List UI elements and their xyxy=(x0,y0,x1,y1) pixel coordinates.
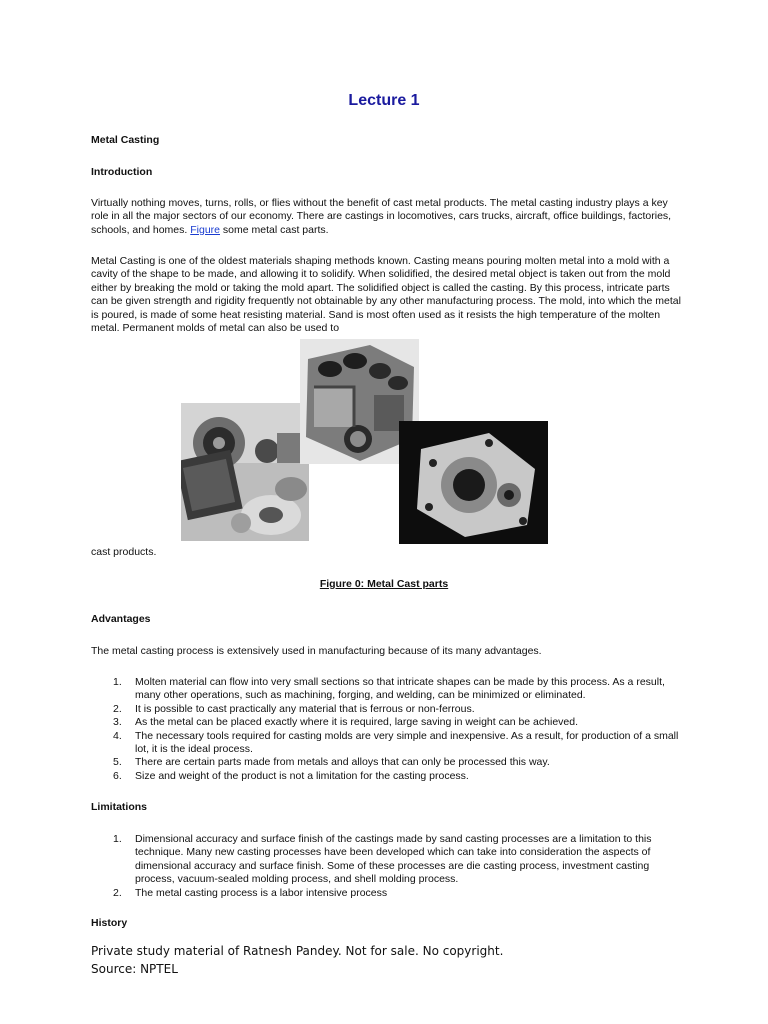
section-heading-history: History xyxy=(91,917,128,929)
section-heading-limitations: Limitations xyxy=(91,801,148,813)
list-item-text: The necessary tools required for casting molds are very simple and inexpensive. As a result, for production of a small lot, it is the ideal process. xyxy=(135,729,679,756)
list-item-number: 2. xyxy=(113,702,122,715)
list-item-number: 2. xyxy=(113,886,122,899)
transmission-housing-photo xyxy=(399,421,548,544)
list-item-text: Molten material can flow into very small sections so that intricate shapes can be made by this process. As a result, many other operations, such as machining, forging, and welding, can be minimized or eliminated. xyxy=(135,676,665,702)
list-item xyxy=(91,833,691,887)
section-heading-introduction: Introduction xyxy=(91,166,153,178)
advantages-list xyxy=(91,676,691,783)
list-item-text: It is possible to cast practically any material that is ferrous or non-ferrous. xyxy=(135,702,475,715)
list-item xyxy=(91,756,691,769)
list-item xyxy=(91,716,691,729)
intro-text-end: some metal cast parts. xyxy=(220,223,329,236)
figure-caption: Figure 0: Metal Cast parts xyxy=(319,578,449,590)
list-item xyxy=(91,770,691,783)
list-item-text: Size and weight of the product is not a limitation for the casting process. xyxy=(135,769,469,782)
list-item-text: There are certain parts made from metals and alloys that can only be processed this way. xyxy=(135,756,550,769)
list-item-text: Dimensional accuracy and surface finish of the castings made by sand casting processes are a limitation to this technique. Many new casting processes have been developed which can take into consideration the aspects of dimensional accuracy and surface finish. Some of these processes are die casting process, investment casting process, vacuum-sealed molding process, and shell molding process. xyxy=(135,833,652,886)
list-item-text: As the metal can be placed exactly where it is required, large saving in weight can be achieved. xyxy=(135,716,578,729)
section-heading-advantages: Advantages xyxy=(91,613,151,625)
list-item-number: 6. xyxy=(113,769,122,782)
advantages-intro: The metal casting process is extensively used in manufacturing because of its many advantages. xyxy=(91,645,542,657)
list-item-number: 4. xyxy=(113,729,122,742)
casting-paragraph-end: cast products. xyxy=(91,546,157,558)
list-item-number: 5. xyxy=(113,756,122,769)
section-heading-metal-casting: Metal Casting xyxy=(91,134,160,146)
list-item-number: 3. xyxy=(113,716,122,729)
footer-copyright: Private study material of Ratnesh Pandey. Not for sale. No copyright. xyxy=(91,944,504,958)
page-title: Lecture 1 xyxy=(348,92,420,109)
list-item xyxy=(91,730,691,757)
casting-paragraph: Metal Casting is one of the oldest materials shaping methods known. Casting means pouring molten metal into a mold with a cavity of the shape to be made, and allowing it to solidify. When solidified, the desired metal object is taken out from the mold either by breaking the mold or taking the mold apart. The solidified object is called the casting. By this process, intricate parts can be given strength and rigidity frequently not obtainable by any other manufacturing process. The mold, into which the metal is poured, is made of some heat resisting material. Sand is most often used as it resists the high temperature of the molten metal. Permanent molds of metal can also be used to xyxy=(91,255,681,335)
list-item xyxy=(91,703,691,716)
intro-paragraph xyxy=(91,197,681,237)
list-item-number: 1. xyxy=(113,676,122,688)
footer-source: Source: NPTEL xyxy=(91,962,178,976)
brake-parts-photo xyxy=(181,403,309,541)
list-item-number: 1. xyxy=(113,833,122,845)
list-item xyxy=(91,676,691,703)
list-item xyxy=(91,887,691,900)
limitations-list xyxy=(91,833,691,900)
list-item-text: The metal casting process is a labor intensive process xyxy=(135,886,388,899)
intro-text: Virtually nothing moves, turns, rolls, or flies without the benefit of cast metal products. The metal casting industry plays a key role in all the major sectors of our economy. There are castings in locomotives, cars trucks, aircraft, office buildings, factories, schools, and homes. xyxy=(91,197,672,236)
figure-link[interactable]: Figure xyxy=(190,223,220,236)
